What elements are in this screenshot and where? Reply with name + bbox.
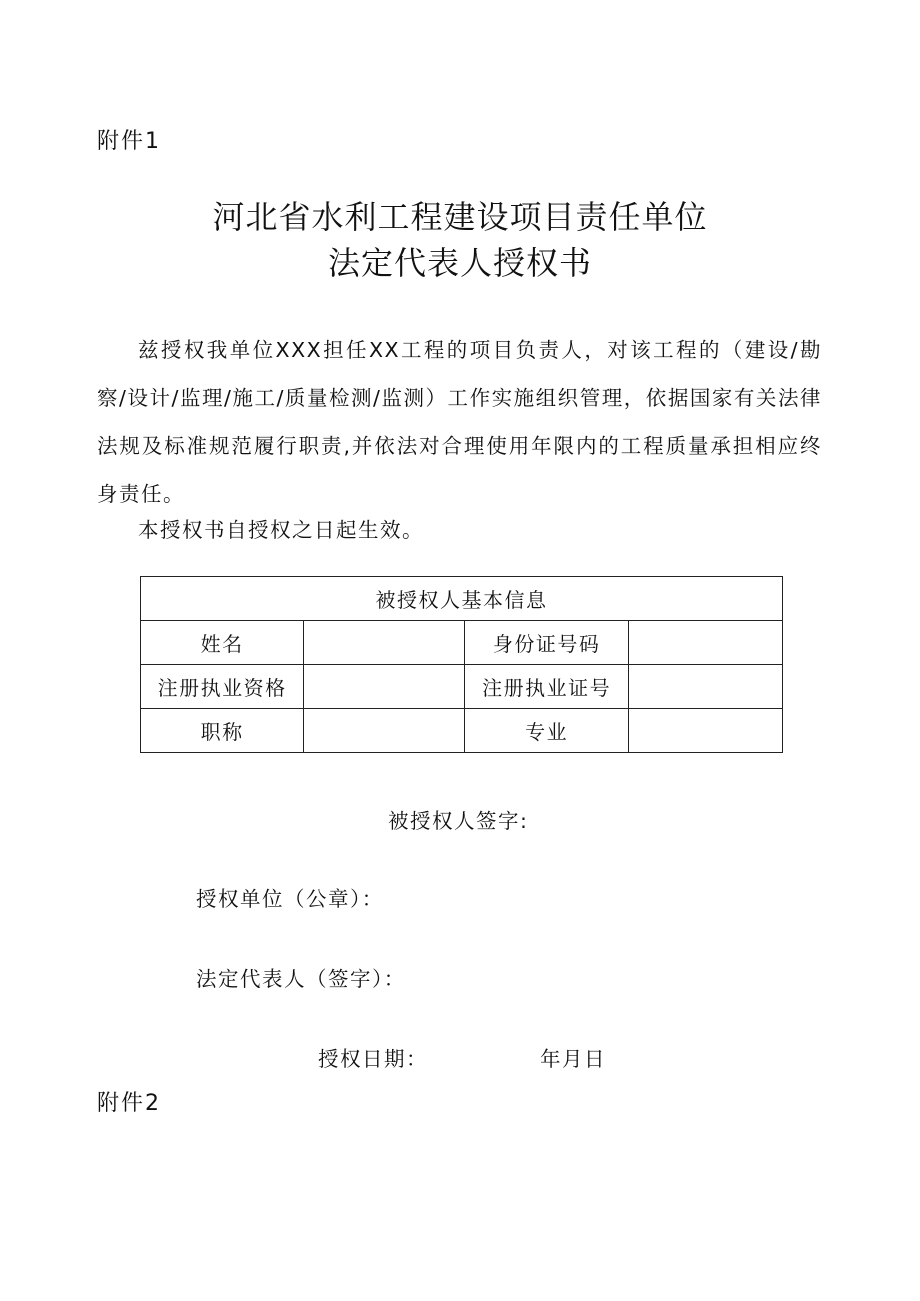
authorization-date-label: 授权日期： [318, 1047, 428, 1071]
authorization-paragraph: 兹授权我单位XXX担任XX工程的项目负责人，对该工程的（建设/勘察/设计/监理/施工/质量检测/监测）工作实施组织管理，依据国家有关法律法规及标准规范履行职责,并依法对合理使用年限内的工程质量承担相应终身责任。 [97, 338, 822, 506]
document-title-line-1: 河北省水利工程建设项目责任单位 [212, 198, 708, 236]
professional-title-value-cell[interactable] [304, 709, 465, 753]
id-number-label: 身份证号码 [465, 621, 628, 665]
table-caption-row [141, 577, 783, 621]
name-value-cell[interactable] [304, 621, 465, 665]
authorized-person-info-table [140, 576, 783, 753]
registration-number-value-cell[interactable] [628, 665, 782, 709]
document-title-line-2: 法定代表人授权书 [327, 244, 592, 282]
professional-title-label: 职称 [141, 709, 304, 753]
attachment-2-label: 附件2 [97, 1091, 161, 1116]
registered-qualification-value-cell[interactable] [304, 665, 465, 709]
id-number-value-cell[interactable] [628, 621, 782, 665]
specialty-value-cell[interactable] [628, 709, 782, 753]
registered-qualification-label: 注册执业资格 [141, 665, 304, 709]
authorizing-unit-seal-label: 授权单位（公章）： [196, 887, 384, 911]
table-row [141, 709, 783, 753]
effective-date-paragraph: 本授权书自授权之日起生效。 [138, 518, 424, 542]
attachment-1-label: 附件1 [97, 129, 161, 154]
specialty-label: 专业 [465, 709, 628, 753]
name-label: 姓名 [141, 621, 304, 665]
table-row [141, 621, 783, 665]
table-caption: 被授权人基本信息 [141, 577, 783, 621]
authorized-person-signature-label: 被授权人签字: [388, 809, 529, 833]
date-year-month-day: 年月日 [540, 1047, 606, 1071]
legal-representative-signature-label: 法定代表人（签字）： [196, 967, 406, 991]
table-row [141, 665, 783, 709]
registration-number-label: 注册执业证号 [465, 665, 628, 709]
